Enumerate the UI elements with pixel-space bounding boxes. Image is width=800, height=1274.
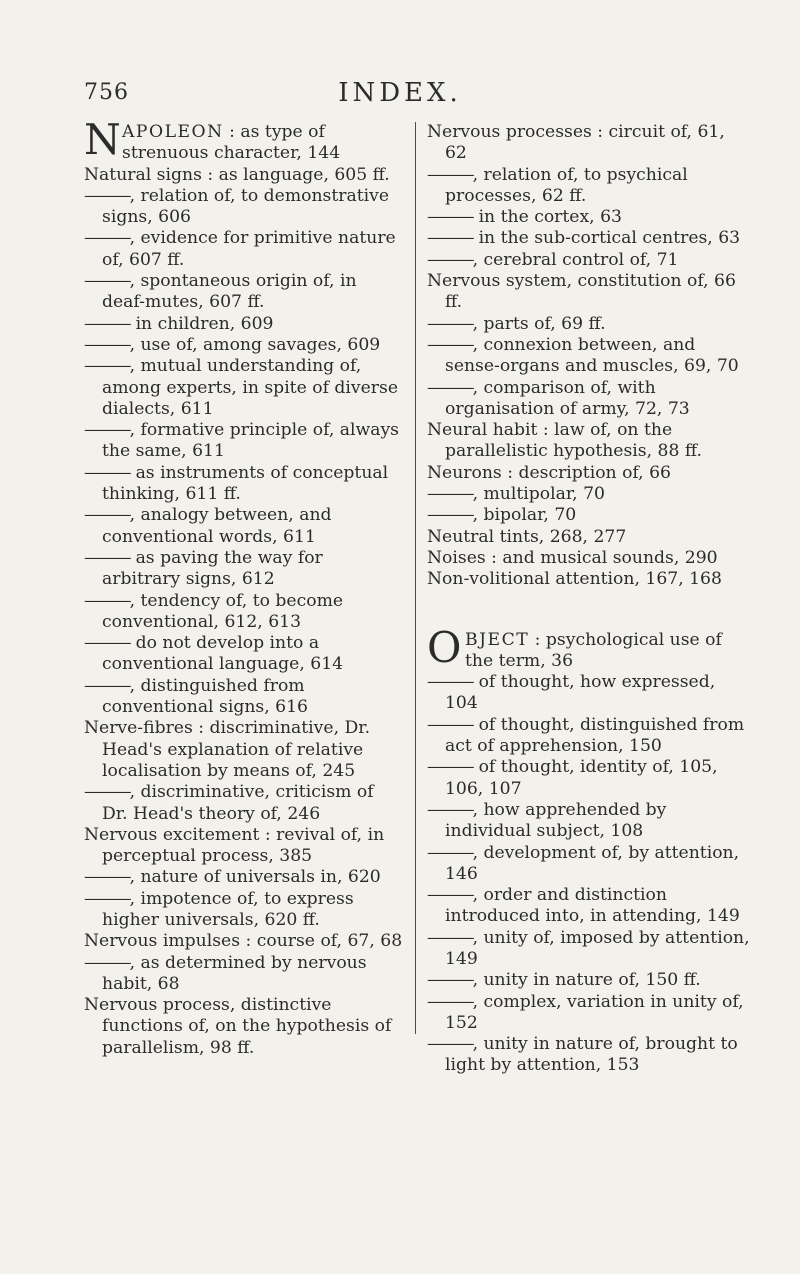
entry-text: , comparison of, with organisation of army, 72, 73 — [445, 377, 690, 419]
entry-headword: BJECT — [465, 629, 530, 650]
entry-text: , mutual understanding of, among experts, in spite of diverse dialects, 611 — [102, 356, 398, 419]
entry-text: , complex, variation in unity of, 152 — [445, 991, 744, 1033]
entry-text: , evidence for primitive nature of, 607 ff. — [102, 228, 396, 270]
entry-text: , spontaneous origin of, in deaf-mutes, 607 ff. — [102, 271, 357, 313]
entry-text: , discriminative, criticism of Dr. Head's theory of, 246 — [102, 782, 374, 824]
repeat-dash: ——— — [427, 505, 473, 526]
entry-text: , bipolar, 70 — [472, 505, 577, 526]
entry-text: , connexion between, and sense-organs and muscles, 69, 70 — [445, 334, 739, 377]
index-subentry — [427, 505, 750, 526]
entry-text: Non-volitional attention, 167, 168 — [427, 569, 722, 590]
repeat-dash: ——— — [427, 377, 473, 398]
entry-text: , unity of, imposed by attention, 149 — [445, 927, 750, 969]
index-subentry — [84, 314, 404, 335]
entry-text: Nervous system, constitution of, 66 ff. — [427, 271, 736, 313]
index-subentry — [427, 715, 750, 758]
section-gap — [427, 591, 750, 630]
index-subentry — [84, 463, 404, 506]
entry-text: Noises : and musical sounds, 290 — [427, 547, 718, 568]
index-entry — [427, 420, 750, 463]
repeat-dash: ——— — [427, 970, 473, 991]
entry-text: as paving the way for arbitrary signs, 612 — [102, 547, 323, 590]
index-subentry — [84, 591, 404, 634]
index-column-right — [427, 122, 750, 1077]
entry-text: in the cortex, 63 — [478, 207, 622, 228]
entry-text: in children, 609 — [135, 313, 274, 334]
entry-text: , parts of, 69 ff. — [472, 313, 606, 334]
index-subentry — [84, 335, 404, 356]
index-subentry — [84, 420, 404, 463]
entry-text: Nerve-fibres : discriminative, Dr. Head's explanation of relative localisation by means of, 245 — [84, 718, 371, 781]
repeat-dash: ——— — [84, 505, 130, 526]
repeat-dash: ——— — [84, 547, 130, 568]
index-subentry — [427, 992, 750, 1035]
entry-text: Nervous excitement : revival of, in perceptual process, 385 — [84, 824, 385, 867]
repeat-dash: ——— — [84, 782, 130, 803]
index-subentry — [84, 889, 404, 932]
entry-headword: APOLEON — [122, 122, 224, 142]
index-entry — [427, 463, 750, 484]
index-subentry — [427, 928, 750, 971]
repeat-dash: ——— — [427, 313, 473, 334]
index-entry — [427, 548, 750, 569]
repeat-dash: ——— — [427, 164, 473, 185]
repeat-dash: ——— — [427, 714, 473, 735]
entry-text: , multipolar, 70 — [472, 484, 605, 505]
repeat-dash: ——— — [84, 420, 130, 441]
repeat-dash: ——— — [427, 885, 473, 906]
entry-text: Neurons : description of, 66 — [427, 462, 671, 483]
entry-text: of thought, how expressed, 104 — [445, 672, 716, 714]
entry-text: , relation of, to demonstrative signs, 606 — [102, 185, 390, 228]
repeat-dash: ——— — [84, 633, 130, 654]
repeat-dash: ——— — [84, 952, 130, 973]
repeat-dash: ——— — [84, 590, 130, 611]
entry-text: , nature of universals in, 620 — [129, 867, 381, 888]
repeat-dash: ——— — [84, 228, 130, 249]
index-subentry — [84, 271, 404, 314]
entry-text: , relation of, to psychical processes, 62 ff. — [445, 164, 688, 206]
index-entry — [427, 527, 750, 548]
index-entry — [84, 165, 404, 186]
index-subentry — [427, 165, 750, 208]
index-subentry — [84, 186, 404, 229]
index-entry — [84, 825, 404, 868]
entry-text: Neutral tints, 268, 277 — [427, 526, 627, 547]
page-number: 756 — [84, 80, 129, 105]
index-subentry — [84, 633, 404, 676]
index-section-start — [427, 622, 750, 673]
repeat-dash: ——— — [427, 757, 473, 778]
repeat-dash: ——— — [427, 484, 473, 505]
entry-text: , unity in nature of, 150 ff. — [472, 970, 701, 991]
index-entry — [84, 995, 404, 1059]
entry-text: in the sub-cortical centres, 63 — [478, 228, 741, 249]
index-subentry — [427, 228, 750, 249]
drop-cap: O — [427, 622, 462, 672]
repeat-dash: ——— — [427, 991, 473, 1012]
entry-text: of thought, distinguished from act of apprehension, 150 — [445, 714, 745, 757]
index-entry — [84, 718, 404, 782]
entry-text: do not develop into a conventional language, 614 — [102, 633, 344, 675]
entry-text: , unity in nature of, brought to light by attention, 153 — [445, 1034, 738, 1076]
entry-text: , analogy between, and conventional words, 611 — [102, 505, 332, 547]
index-subentry — [427, 800, 750, 843]
entry-text: , formative principle of, always the same, 611 — [102, 420, 400, 462]
index-subentry — [84, 228, 404, 271]
index-subentry — [427, 484, 750, 505]
entry-text: , how apprehended by individual subject, 108 — [445, 799, 667, 842]
entry-text: Neural habit : law of, on the parallelistic hypothesis, 88 ff. — [427, 420, 702, 462]
index-subentry — [427, 885, 750, 928]
index-entry — [427, 122, 750, 165]
repeat-dash: ——— — [427, 842, 473, 863]
entry-text: Nervous impulses : course of, 67, 68 — [84, 931, 403, 952]
repeat-dash: ——— — [427, 207, 473, 228]
drop-cap: N — [84, 115, 121, 164]
index-subentry — [84, 953, 404, 996]
entry-text: Natural signs : as language, 605 ff. — [84, 164, 390, 185]
index-entry — [427, 271, 750, 314]
index-column-left — [84, 115, 404, 1059]
index-subentry — [427, 250, 750, 271]
entry-text: , tendency of, to become conventional, 612, 613 — [102, 590, 344, 632]
repeat-dash: ——— — [84, 867, 130, 888]
repeat-dash: ——— — [84, 313, 130, 334]
index-subentry — [84, 548, 404, 591]
entry-text: , as determined by nervous habit, 68 — [102, 952, 367, 994]
index-entry — [84, 931, 404, 952]
entry-text: , use of, among savages, 609 — [129, 334, 381, 355]
index-subentry — [84, 782, 404, 825]
column-divider — [415, 122, 416, 1034]
repeat-dash: ——— — [84, 185, 130, 206]
index-subentry — [84, 867, 404, 888]
index-entry — [427, 569, 750, 590]
repeat-dash: ——— — [84, 356, 130, 377]
entry-text: Nervous processes : circuit of, 61, 62 — [427, 122, 725, 164]
entry-text: of thought, identity of, 105, 106, 107 — [445, 757, 718, 799]
entry-text: : psychological use of the term, 36 — [465, 629, 722, 671]
index-subentry — [427, 207, 750, 228]
entry-text: as instruments of conceptual thinking, 611 ff. — [102, 462, 389, 505]
repeat-dash: ——— — [427, 334, 473, 355]
index-subentry — [427, 843, 750, 886]
index-subentry — [84, 676, 404, 719]
entry-text: Nervous process, distinctive functions of, on the hypothesis of parallelism, 98 ff. — [84, 995, 392, 1058]
page-title: INDEX. — [338, 78, 462, 108]
entry-text: , distinguished from conventional signs, 616 — [102, 675, 308, 718]
repeat-dash: ——— — [427, 1034, 473, 1055]
repeat-dash: ——— — [84, 462, 130, 483]
entry-text: , development of, by attention, 146 — [445, 842, 740, 884]
index-subentry — [427, 672, 750, 715]
index-subentry — [427, 378, 750, 421]
repeat-dash: ——— — [427, 228, 473, 249]
index-subentry — [84, 356, 404, 420]
repeat-dash: ——— — [427, 799, 473, 820]
index-subentry — [427, 970, 750, 991]
index-subentry — [427, 757, 750, 800]
repeat-dash: ——— — [84, 334, 130, 355]
index-subentry — [427, 335, 750, 378]
repeat-dash: ——— — [84, 271, 130, 292]
index-subentry — [427, 1034, 750, 1077]
index-subentry — [427, 314, 750, 335]
entry-text: , order and distinction introduced into, in attending, 149 — [445, 885, 740, 927]
entry-text: : as type of strenuous character, 144 — [122, 122, 341, 164]
entry-text: , impotence of, to express higher universals, 620 ff. — [102, 888, 354, 930]
repeat-dash: ——— — [84, 675, 130, 696]
repeat-dash: ——— — [427, 672, 473, 693]
repeat-dash: ——— — [84, 888, 130, 909]
index-subentry — [84, 505, 404, 548]
entry-text: , cerebral control of, 71 — [472, 249, 679, 270]
repeat-dash: ——— — [427, 249, 473, 270]
index-section-start — [84, 115, 404, 165]
repeat-dash: ——— — [427, 927, 473, 948]
